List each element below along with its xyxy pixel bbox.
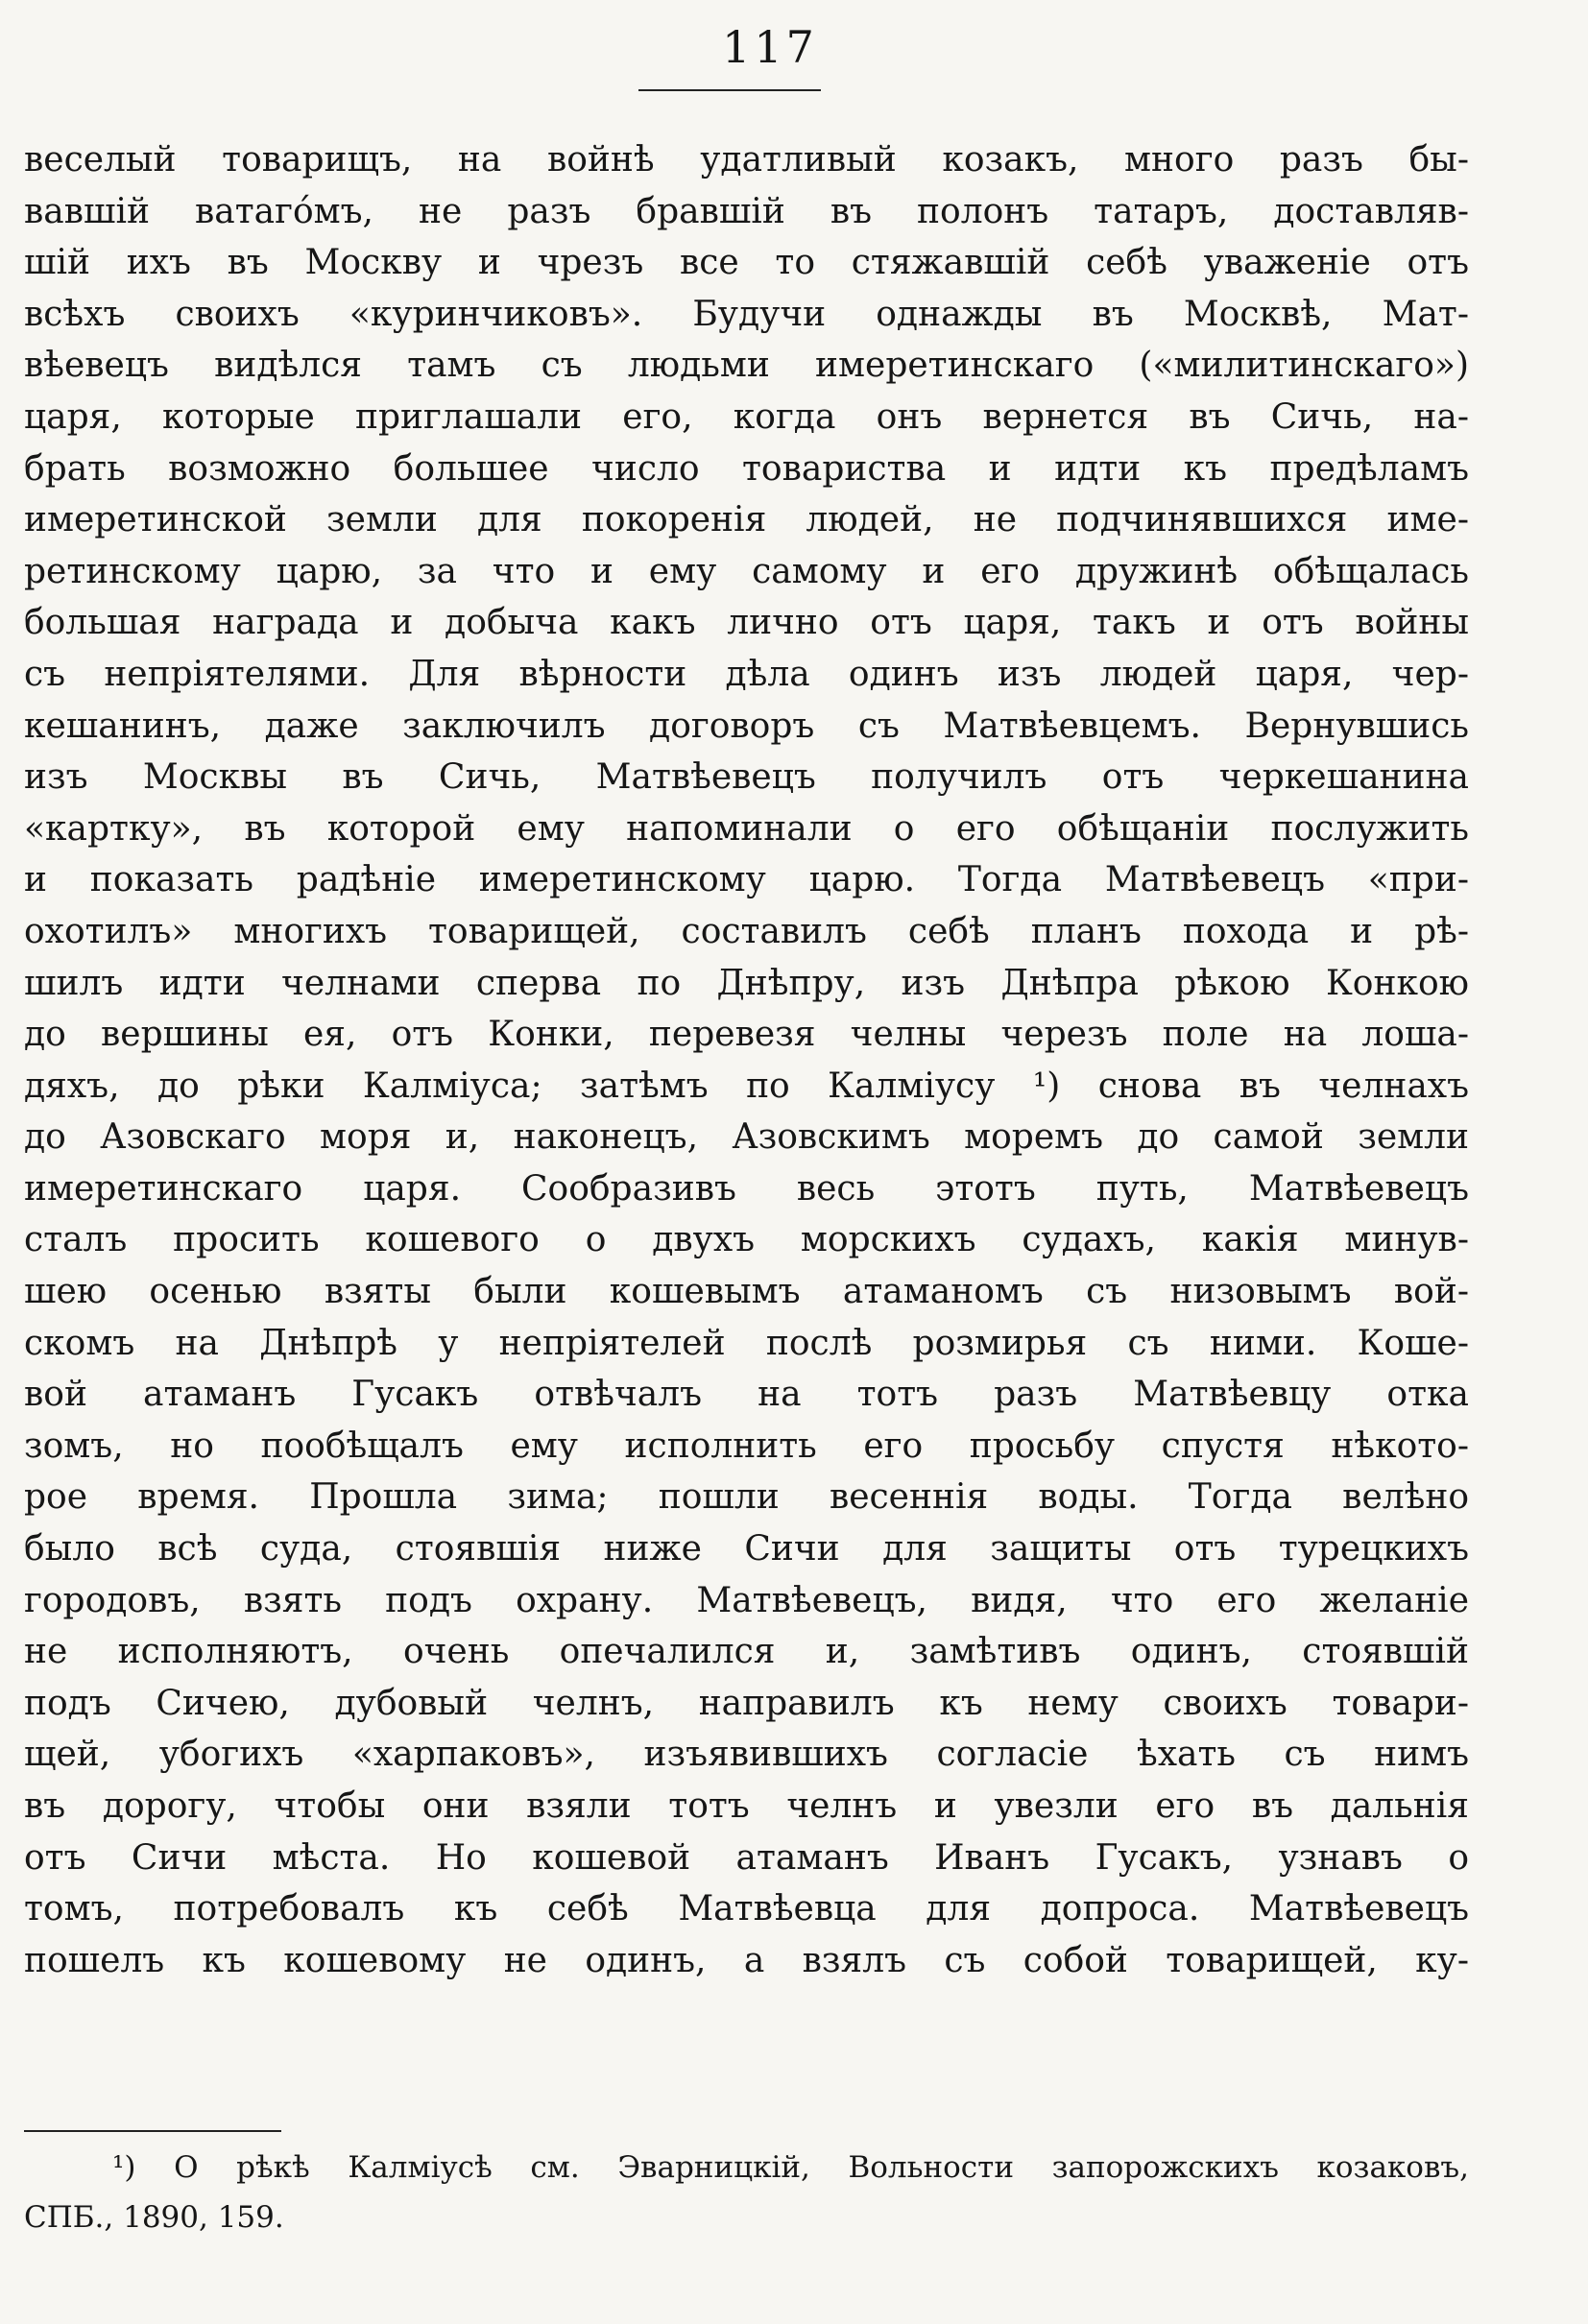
text-line: съ непріятелями. Для вѣрности дѣла одинъ изъ людей царя, чер- [24, 654, 1469, 694]
footnote [24, 2143, 1469, 2242]
text-line: шею осенью взяты были кошевымъ атаманомъ съ низовымъ вой- [24, 1272, 1469, 1312]
text-line: было всѣ суда, стоявшія ниже Сичи для защиты отъ турецкихъ [24, 1529, 1469, 1569]
text-line: имеретинской земли для покоренія людей, не подчинявшихся име- [24, 500, 1469, 540]
page-number: 117 [722, 21, 818, 73]
text-line: царя, которые приглашали его, когда онъ вернется въ Сичь, на- [24, 396, 1469, 437]
text-line: отъ Сичи мѣста. Но кошевой атаманъ Иванъ Гусакъ, узнавъ о [24, 1837, 1469, 1878]
text-line: вавшій ватагóмъ, не разъ бравшій въ полонъ татаръ, доставляв- [24, 191, 1469, 231]
text-line: въ дорогу, чтобы они взяли тотъ челнъ и увезли его въ дальнія [24, 1786, 1469, 1826]
text-line: кешанинъ, даже заключилъ договоръ съ Матвѣевцемъ. Вернувшись [24, 706, 1469, 746]
text-line: брать возможно большее число товариства и идти къ предѣламъ [24, 448, 1469, 489]
text-line: вѣевецъ видѣлся тамъ съ людьми имеретинскаго («милитинскаго») [24, 346, 1469, 386]
text-line: ретинскому царю, за что и ему самому и его дружинѣ обѣщалась [24, 551, 1469, 591]
text-line: «картку», въ которой ему напоминали о его обѣщаніи послужить [24, 808, 1469, 849]
header-rule [638, 89, 821, 91]
text-line: пошелъ къ кошевому не одинъ, а взялъ съ собой товарищей, ку- [24, 1940, 1469, 1980]
text-line: большая награда и добыча какъ лично отъ царя, такъ и отъ войны [24, 603, 1469, 643]
text-line: рое время. Прошла зима; пошли весеннія воды. Тогда велѣно [24, 1477, 1469, 1518]
text-line: томъ, потребовалъ къ себѣ Матвѣевца для допроса. Матвѣевецъ [24, 1889, 1469, 1929]
text-line: подъ Сичею, дубовый челнъ, направилъ къ нему своихъ товари- [24, 1683, 1469, 1723]
text-line: зомъ, но пообѣщалъ ему исполнить его просьбу спустя нѣкото- [24, 1426, 1469, 1466]
text-line: имеретинскаго царя. Сообразивъ весь этотъ путь, Матвѣевецъ [24, 1168, 1469, 1209]
text-line: шій ихъ въ Москву и чрезъ все то стяжавшій себѣ уваженіе отъ [24, 243, 1469, 283]
text-line: дяхъ, до рѣки Калміуса; затѣмъ по Калміусу ¹) снова въ челнахъ [24, 1066, 1469, 1106]
body-text [24, 134, 1469, 1986]
text-line: не исполняютъ, очень опечалился и, замѣтивъ одинъ, стоявшій [24, 1632, 1469, 1672]
text-line: сталъ просить кошевого о двухъ морскихъ судахъ, какія минув- [24, 1220, 1469, 1260]
text-line: городовъ, взять подъ охрану. Матвѣевецъ, видя, что его желаніе [24, 1580, 1469, 1620]
text-line: изъ Москвы въ Сичь, Матвѣевецъ получилъ отъ черкешанина [24, 757, 1469, 798]
text-line: вой атаманъ Гусакъ отвѣчалъ на тотъ разъ Матвѣевцу отка [24, 1375, 1469, 1415]
text-line: до Азовскаго моря и, наконецъ, Азовскимъ моремъ до самой земли [24, 1117, 1469, 1158]
footnote-line: СПБ., 1890, 159. [24, 2200, 284, 2235]
text-line: и показать радѣніе имеретинскому царю. Тогда Матвѣевецъ «при- [24, 860, 1469, 900]
text-line: скомъ на Днѣпрѣ у непріятелей послѣ розмирья съ ними. Коше- [24, 1323, 1469, 1363]
text-line: до вершины ея, отъ Конки, перевезя челны черезъ поле на лоша- [24, 1015, 1469, 1055]
footnote-rule [24, 2130, 281, 2132]
text-line: всѣхъ своихъ «куринчиковъ». Будучи однажды въ Москвѣ, Мат- [24, 294, 1469, 334]
footnote-line: ¹) О рѣкѣ Калміусѣ см. Эварницкій, Вольности запорожскихъ козаковъ, [112, 2150, 1469, 2185]
text-line: шилъ идти челнами сперва по Днѣпру, изъ Днѣпра рѣкою Конкою [24, 963, 1469, 1003]
text-line: веселый товарищъ, на войнѣ удатливый козакъ, много разъ бы- [24, 140, 1469, 180]
text-line: щей, убогихъ «харпаковъ», изъявившихъ согласіе ѣхать съ нимъ [24, 1735, 1469, 1775]
text-line: охотилъ» многихъ товарищей, составилъ себѣ планъ похода и рѣ- [24, 911, 1469, 951]
